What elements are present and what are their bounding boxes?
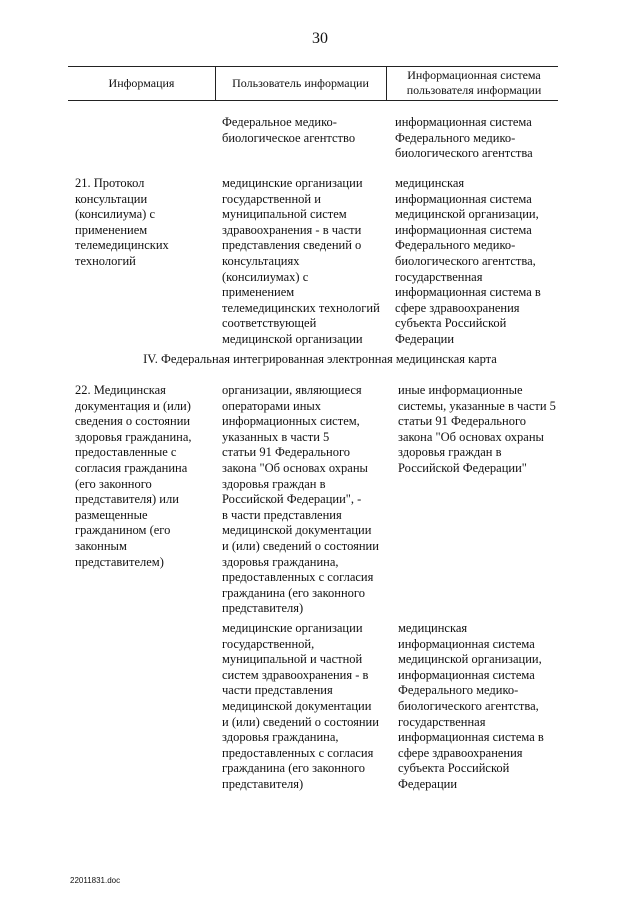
row-22-system: иные информационные системы, указанные в части 5 статьи 91 Федерального закона "Об основах охраны здоровья граждан в Российской Федерации" xyxy=(398,383,556,475)
row-fmba-system: информационная система Федерального медико- биологического агентства xyxy=(395,115,533,161)
row-21-info: 21. Протокол консультации (консилиума) с применением телемедицинских технологий xyxy=(75,176,169,268)
row-22-info: 22. Медицинская документация и (или) сведения о состоянии здоровья гражданина, предоставленные с согласия гражданина (его законного представителя) или размещенные гражданином (его законным представителем) xyxy=(75,383,192,569)
page-number: 30 xyxy=(312,30,328,47)
row-22b-user: медицинские организации государственной, муниципальной и частной систем здравоохранения - в части представления медицинской документации и (или) сведений о состоянии здоровья гражданина, предоставленных с согласия гражданина (его законного представителя) xyxy=(222,621,379,791)
row-fmba-user: Федеральное медико- биологическое агентство xyxy=(222,115,356,145)
row-21-system: медицинская информационная система медицинской организации, информационная система Федерального медико- биологического агентства, государственная информационная система в сфере здравоохранения субъекта Российской Федерации xyxy=(395,176,541,346)
row-22b-system: медицинская информационная система медицинской организации, информационная система Федерального медико- биологического агентства, государственная информационная система в сфере здравоохранения субъекта Российской Федерации xyxy=(398,621,544,791)
document-footer: 22011831.doc xyxy=(70,876,121,885)
table-header-bottom-border xyxy=(68,100,558,101)
header-col-system: Информационная система пользователя информации xyxy=(406,68,542,97)
header-col-user: Пользователь информации xyxy=(232,76,369,90)
header-col-information: Информация xyxy=(108,76,175,90)
header-divider-2 xyxy=(386,66,387,101)
row-21-user: медицинские организации государственной и муниципальной систем здравоохранения - в части представления сведений о консультациях (консилиумах) с применением телемедицинских технологий соответствующей медицинской организации xyxy=(222,176,380,346)
table-top-border xyxy=(68,66,558,67)
row-22-user: организации, являющиеся операторами иных информационных систем, указанных в части 5 статьи 91 Федерального закона "Об основах охраны здоровья граждан в Российской Федерации", - в части представления медицинской документации и (или) сведений о состоянии здоровья гражданина, предоставленных с согласия гражданина (его законного представителя) xyxy=(222,383,379,616)
section-title: IV. Федеральная интегрированная электронная медицинская карта xyxy=(143,352,497,366)
